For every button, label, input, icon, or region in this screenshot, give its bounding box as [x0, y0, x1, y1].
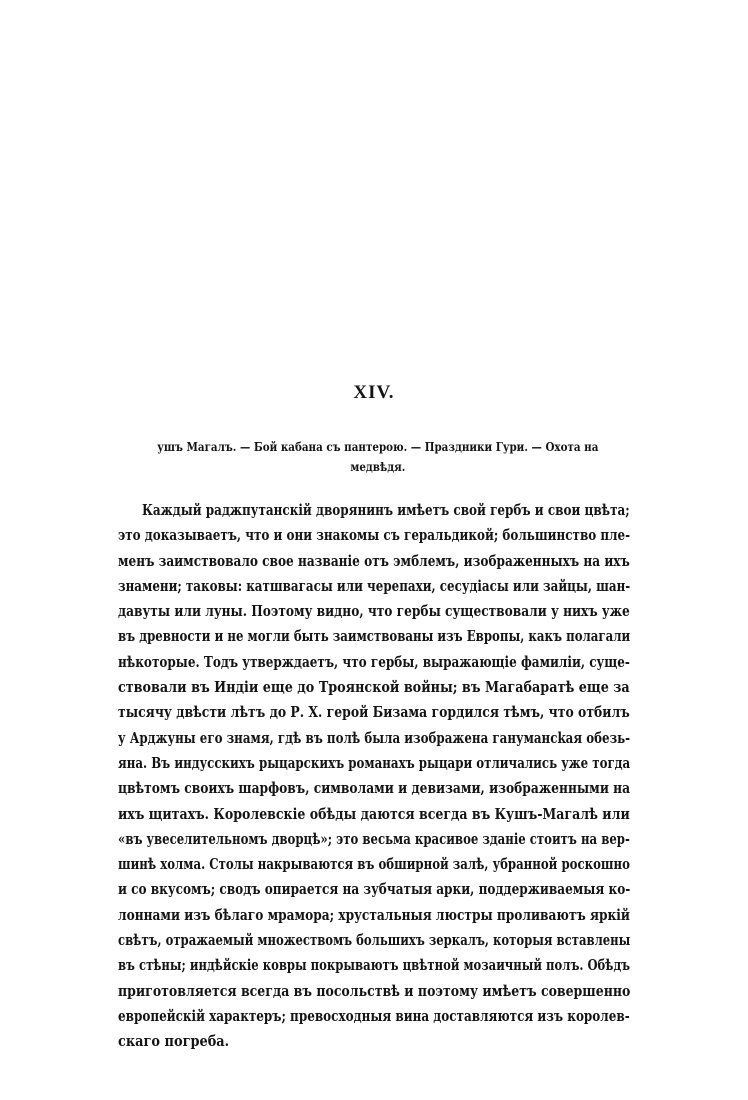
text-line-content: лоннами изъ бѣлаго мрамора; хрустальныя люстры проливаютъ яркій	[118, 905, 630, 924]
text-line-content: это доказываетъ, что и они знакомы съ геральдикой; большинство пле-	[118, 526, 631, 545]
text-line-content: яна. Въ индусскихъ рыцарскихъ романахъ рыцари отличались уже тогда	[118, 753, 631, 772]
text-line	[118, 953, 630, 978]
text-line	[118, 776, 630, 801]
text-line-content: европейскій характеръ; превосходныя вина доставляются изъ королев-	[118, 1006, 630, 1025]
chapter-summary	[128, 437, 628, 477]
text-line	[118, 599, 630, 624]
text-line-content: въ стѣны; индѣйскіе ковры покрываютъ цвѣтной мозаичный полъ. Обѣдъ	[118, 956, 631, 975]
text-line	[118, 624, 630, 649]
text-line	[118, 1029, 630, 1054]
text-line	[118, 877, 630, 902]
text-line-content: приготовляется всегда въ посольствѣ и поэтому имѣетъ совершенно	[118, 981, 631, 1000]
text-line-content: нѣкоторые. Тодъ утверждаетъ, что гербы, выражающіе фамиліи, суще-	[118, 652, 630, 671]
text-line-content: менъ заимствовало свое названіе отъ эмблемъ, изображенныхъ на ихъ	[118, 551, 630, 570]
text-line	[118, 700, 630, 725]
text-line-content: Каждый раджпутанскій дворянинъ имѣетъ свой гербъ и свои цвѣта;	[142, 501, 630, 519]
body-paragraph	[118, 498, 630, 1055]
text-line	[118, 498, 630, 523]
text-line	[118, 675, 630, 700]
text-line	[118, 802, 630, 827]
text-line-content: въ древности и не могли быть заимствованы изъ Европы, какъ полагали	[118, 627, 631, 646]
text-line-content: «въ увеселительномъ дворцѣ»; это весьма красивое зданіе стоитъ на вер-	[118, 829, 630, 848]
text-line	[118, 650, 630, 675]
text-line	[118, 751, 630, 776]
text-line-content: свѣтъ, отражаемый множествомъ большихъ зеркалъ, которыя вставлены	[118, 931, 631, 950]
text-line-content: тысячу двѣсти лѣтъ до Р. Х. герой Бизама гордился тѣмъ, что отбилъ	[118, 703, 630, 722]
text-line	[118, 979, 630, 1004]
text-line-content: цвѣтомъ своихъ шарфовъ, символами и девизами, изображенными на	[118, 779, 631, 798]
text-line	[118, 827, 630, 852]
text-line-content: ихъ щитахъ. Королевскіе обѣды даются всегда въ Кушъ-Магалѣ или	[118, 804, 630, 823]
summary-line: ушъ Магалъ. — Бой кабана съ пантерою. — Праздники Гури. — Охота на	[157, 440, 599, 454]
text-line-content: скаго погреба.	[118, 1032, 230, 1051]
summary-line: медвѣдя.	[350, 460, 406, 474]
text-line-content: знамени; таковы: катшвагасы или черепахи, сесудіасы или зайцы, шан-	[118, 576, 631, 595]
text-line-content: у Арджуны его знамя, гдѣ въ полѣ была изображена ганумансkая обезь-	[118, 728, 631, 747]
text-line	[118, 523, 630, 548]
text-line	[118, 903, 630, 928]
text-line	[118, 574, 630, 599]
text-line-content: давуты или луны. Поэтому видно, что гербы существовали у нихъ уже	[118, 602, 630, 621]
text-line-content: ствовали въ Индіи еще до Троянской войны; въ Магабаратѣ еще за	[118, 678, 630, 697]
text-line	[118, 549, 630, 574]
text-line-content: и со вкусомъ; сводъ опирается на зубчатыя арки, поддерживаемыя ко-	[118, 880, 631, 899]
chapter-number: XIV.	[353, 382, 395, 403]
text-line	[118, 852, 630, 877]
text-line	[118, 928, 630, 953]
text-line	[118, 1004, 630, 1029]
text-line	[118, 726, 630, 751]
text-line-content: шинѣ холма. Столы накрываются въ обширной залѣ, убранной роскошно	[118, 855, 630, 874]
